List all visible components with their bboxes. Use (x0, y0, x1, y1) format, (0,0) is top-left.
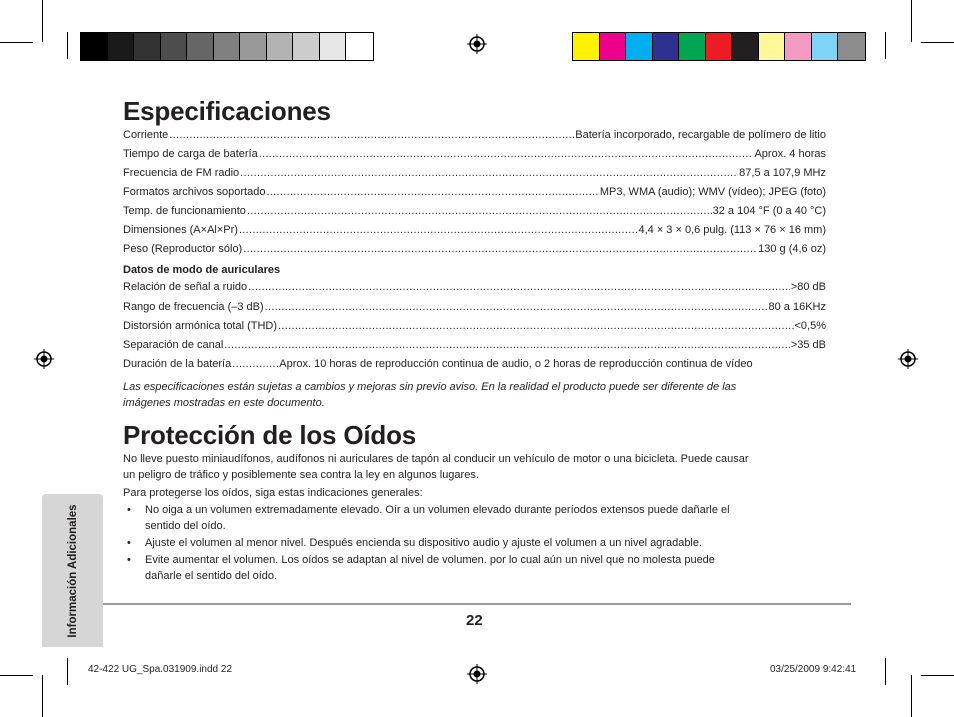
color-swatch (214, 33, 241, 60)
spec-value: 130 g (4,6 oz) (758, 243, 826, 255)
spec-row (123, 129, 826, 147)
color-swatch (267, 33, 294, 60)
leader-dots (239, 224, 638, 236)
spec-label: Corriente (123, 129, 169, 141)
spec-label: Tiempo de carga de batería (123, 148, 258, 160)
leader-dots (169, 129, 574, 141)
bullet-line: Evite aumentar el volumen. Los oídos se adaptan al nivel de volumen. por lo cual aún un nivel que no molesta puede (145, 554, 715, 566)
crop-mark (0, 42, 33, 43)
crop-mark (921, 42, 954, 43)
headphone-subheading: Datos de modo de auriculares (123, 264, 281, 276)
spec-value: MP3, WMA (audio); WMV (vídeo); JPEG (foto) (599, 186, 826, 198)
spec-value: Batería incorporado, recargable de polímero de litio (575, 129, 826, 141)
spec-row (123, 148, 826, 166)
bullet-line: Ajuste el volumen al menor nivel. Después encienda su dispositivo audio y ajuste el volumen a un nivel agradable. (145, 537, 703, 549)
spec-label: Peso (Reproductor sólo) (123, 243, 243, 255)
bullet-item (123, 552, 843, 586)
spec-row (123, 205, 826, 223)
leader-dots (224, 339, 790, 351)
bullet-line: dañarle el sentido del oído. (145, 570, 278, 582)
leader-dots (248, 281, 790, 293)
spec-label: Temp. de funcionamiento (123, 205, 246, 217)
leader-dots (265, 301, 768, 313)
crop-mark (921, 675, 954, 676)
crop-mark (42, 0, 43, 42)
crop-mark (67, 658, 68, 685)
spec-value: Aprox. 4 horas (754, 148, 826, 160)
color-swatch (346, 33, 373, 60)
spec-label: Rango de frecuencia (–3 dB) (123, 301, 264, 313)
hearing-intro (123, 451, 843, 483)
spec-value: 87,5 a 107,9 MHz (739, 167, 826, 179)
leader-dots (247, 205, 712, 217)
spec-label: Dimensiones (A×Al×Pr) (123, 224, 238, 236)
registration-mark-icon (34, 349, 54, 369)
leader-dots (243, 243, 757, 255)
spec-label: Formatos archivos soportado (123, 186, 266, 198)
leader-dots (259, 148, 754, 160)
registration-mark-icon (467, 664, 487, 684)
color-swatch (626, 33, 653, 60)
spec-label: Frecuencia de FM radio (123, 167, 240, 179)
specs-disclaimer (123, 379, 843, 411)
spec-value: Aprox. 10 horas de reproducción continua de audio, o 2 horas de reproducción continua de vídeo (279, 358, 753, 370)
color-swatch (134, 33, 161, 60)
spec-row (123, 167, 826, 185)
bullet-item (123, 502, 843, 536)
footer-timestamp: 03/25/2009 9:42:41 (770, 664, 857, 675)
hearing-title: Protección de los Oídos (123, 420, 417, 450)
process-color-bar (572, 32, 866, 61)
color-swatch (785, 33, 812, 60)
section-side-tab (42, 494, 103, 647)
spec-row (123, 281, 826, 299)
disclaimer-line: imágenes mostradas en este documento. (123, 397, 325, 409)
gray-color-bar (80, 32, 374, 61)
leader-dots (232, 358, 278, 370)
spec-row (123, 243, 826, 261)
bullet-line: sentido del oído. (145, 520, 226, 532)
color-swatch (679, 33, 706, 60)
bullet-marker: • (127, 504, 131, 516)
leader-dots (240, 167, 738, 179)
bullet-line: No oiga a un volumen extremadamente elevado. Oír a un volumen elevado durante períodos extensos puede dañarle el (145, 504, 730, 516)
color-swatch (161, 33, 188, 60)
color-swatch (732, 33, 759, 60)
spec-row (123, 224, 826, 242)
intro-line: un peligro de tráfico y posiblemente sea contra la ley en algunos lugares. (123, 469, 479, 481)
crop-mark (885, 32, 886, 59)
spec-label: Relación de señal a ruido (123, 281, 248, 293)
footer-rule (103, 603, 851, 605)
hearing-lead: Para protegerse los oídos, siga estas indicaciones generales: (123, 487, 423, 499)
color-swatch (706, 33, 733, 60)
color-swatch (573, 33, 600, 60)
leader-dots (278, 320, 793, 332)
color-swatch (240, 33, 267, 60)
footer-filename: 42-422 UG_Spa.031909.indd 22 (88, 664, 233, 675)
bullet-marker: • (127, 537, 131, 549)
crop-mark (67, 32, 68, 59)
specs-title: Especificaciones (123, 96, 331, 126)
intro-line: No lleve puesto miniaudífonos, audífonos ni auriculares de tapón al conducir un vehículo de motor o una bicicleta. Puede causar (123, 453, 749, 465)
spec-value: 32 a 104 °F (0 a 40 °C) (712, 205, 826, 217)
registration-mark-icon (898, 349, 918, 369)
spec-value: <0,5% (794, 320, 826, 332)
color-swatch (81, 33, 108, 60)
leader-dots (266, 186, 598, 198)
registration-mark-icon (467, 34, 487, 54)
page-number: 22 (466, 612, 483, 629)
spec-row (123, 358, 826, 376)
bullet-item (123, 535, 843, 553)
spec-label: Distorsión armónica total (THD) (123, 320, 278, 332)
color-swatch (108, 33, 135, 60)
crop-mark (911, 675, 912, 717)
color-swatch (320, 33, 347, 60)
color-swatch (759, 33, 786, 60)
crop-mark (911, 0, 912, 42)
spec-row (123, 301, 826, 319)
color-swatch (187, 33, 214, 60)
spec-value: 80 a 16KHz (768, 301, 826, 313)
disclaimer-line: Las especificaciones están sujetas a cambios y mejoras sin previo aviso. En la realidad el producto puede ser diferente de las (123, 381, 737, 393)
spec-row (123, 339, 826, 357)
spec-value: >80 dB (790, 281, 826, 293)
color-swatch (653, 33, 680, 60)
spec-label: Duración de la batería (123, 358, 232, 370)
color-swatch (293, 33, 320, 60)
spec-label: Separación de canal (123, 339, 224, 351)
spec-row (123, 186, 826, 204)
crop-mark (885, 658, 886, 685)
color-swatch (838, 33, 865, 60)
side-tab-label: Información Adicionales (66, 503, 79, 638)
crop-mark (0, 675, 33, 676)
spec-value: 4,4 × 3 × 0,6 pulg. (113 × 76 × 16 mm) (638, 224, 826, 236)
crop-mark (42, 675, 43, 717)
spec-row (123, 320, 826, 338)
color-swatch (600, 33, 627, 60)
spec-value: >35 dB (790, 339, 826, 351)
color-swatch (812, 33, 839, 60)
bullet-marker: • (127, 554, 131, 566)
